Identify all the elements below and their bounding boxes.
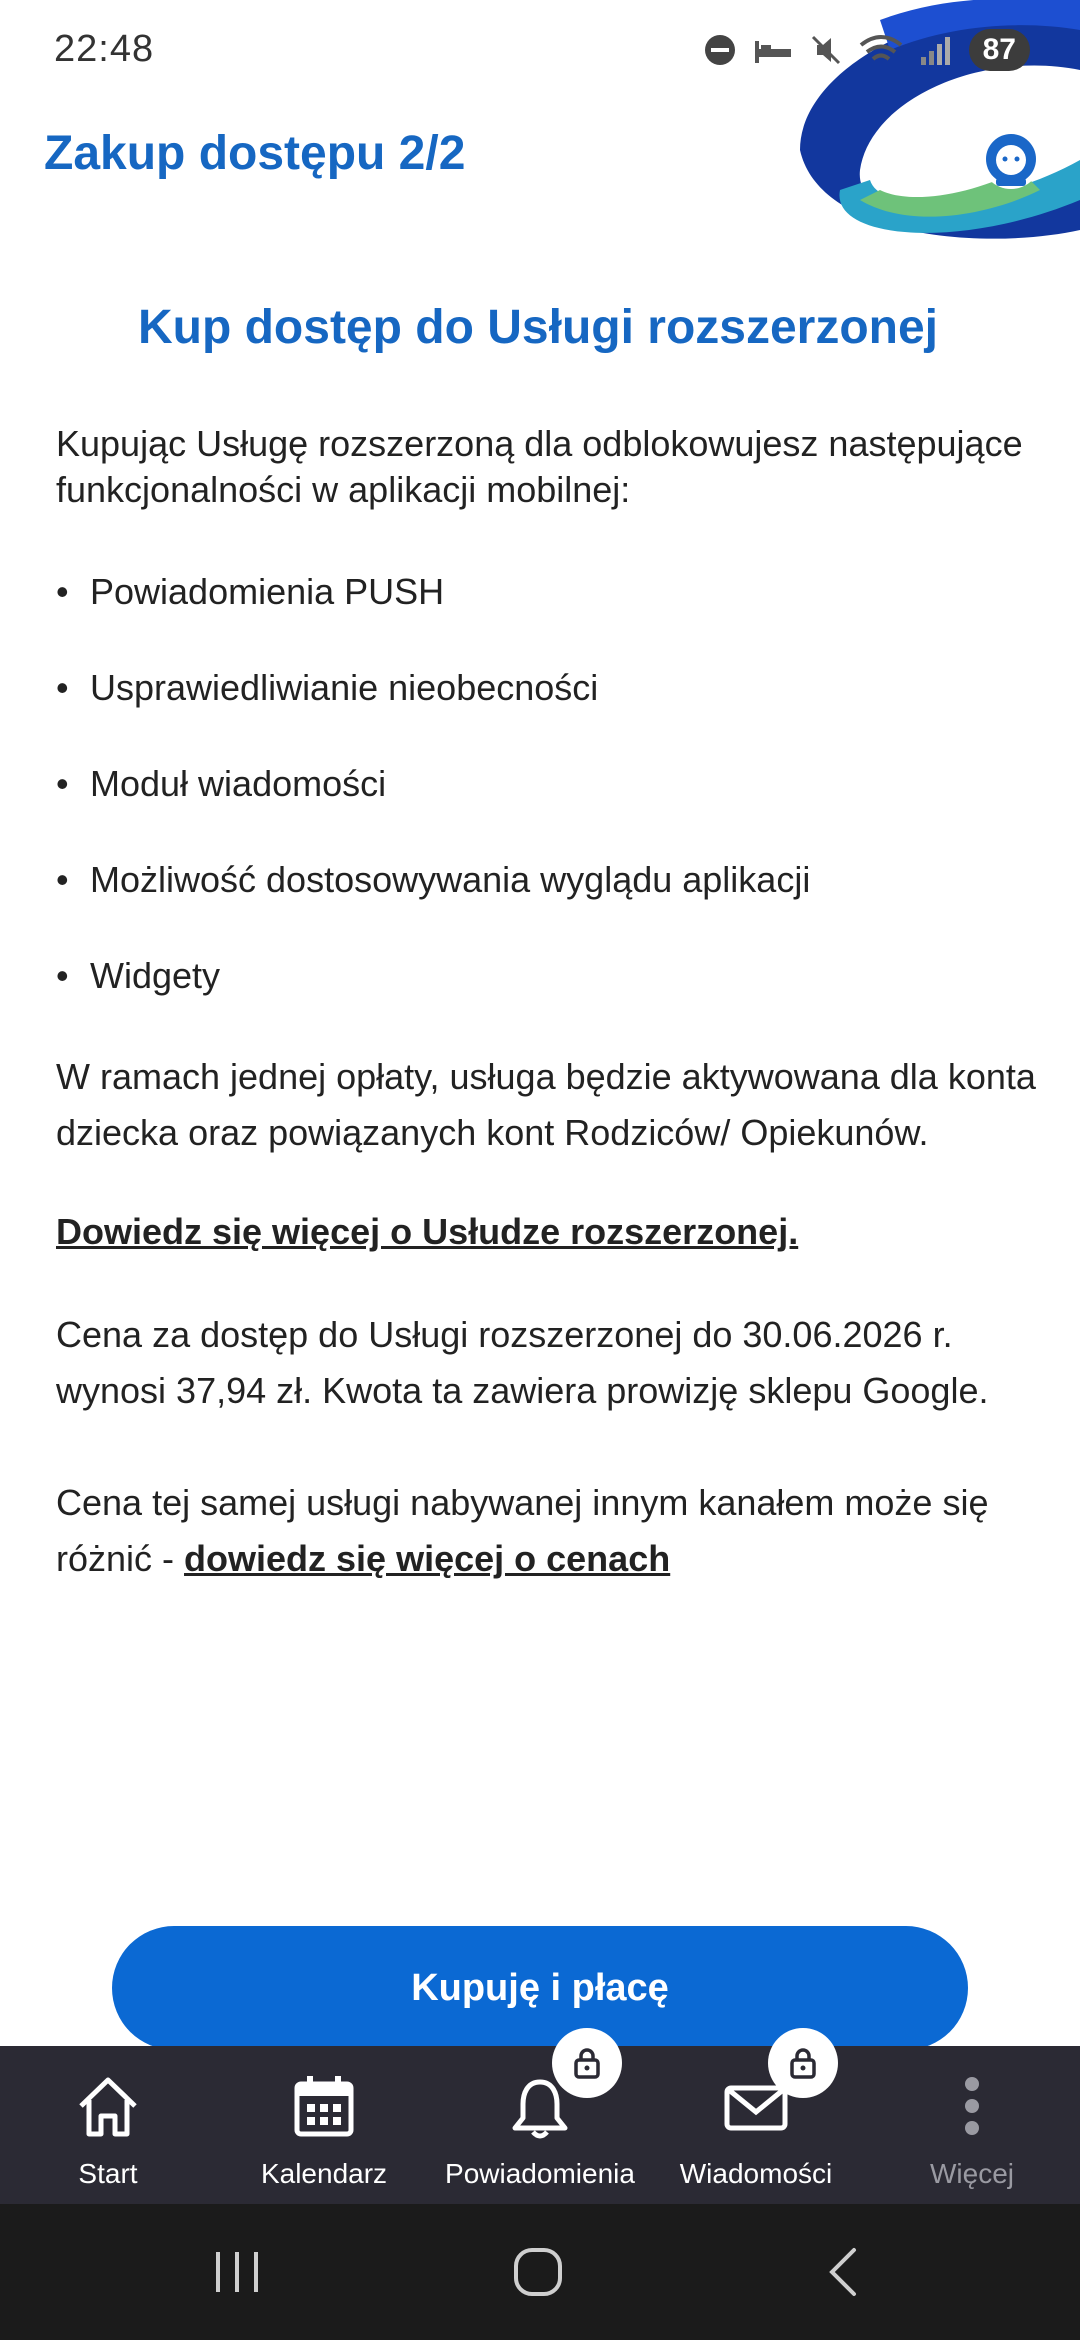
nav-item-calendar[interactable] [216,2046,432,2204]
bottom-navigation [0,2046,1080,2204]
list-item: • Widgety [56,953,1036,999]
learn-more-link[interactable]: Dowiedz się więcej o Usłudze rozszerzonej. [56,1211,799,1252]
lock-icon [786,2046,820,2080]
status-time: 22:48 [54,28,155,70]
nav-label: Start [78,2158,138,2189]
nav-label: Kalendarz [260,2158,388,2189]
price-note-text: Cena tej samej usługi nabywanej innym kanałem może się różnić - [56,1482,989,1579]
lock-badge [768,2028,838,2098]
list-item: • Powiadomienia PUSH [56,569,1036,615]
do-not-disturb-icon [703,33,737,67]
section-title: Kup dostęp do Usługi rozszerzonej [137,301,939,354]
home-button-icon[interactable] [510,2244,566,2300]
feature-label: Usprawiedliwianie nieobecności [90,667,599,708]
system-navigation-bar [0,2204,1080,2340]
status-icons [703,28,1030,72]
activation-info: W ramach jednej opłaty, usługa będzie aktywowana dla konta dziecka oraz powiązanych kont Rodziców/ Opiekunów. [56,1056,1036,1153]
nav-item-start[interactable] [0,2046,216,2204]
feature-label: Możliwość dostosowywania wyglądu aplikacji [90,859,811,900]
feature-label: Moduł wiadomości [90,763,387,804]
wifi-icon [859,33,903,67]
back-icon[interactable] [822,2244,862,2300]
calendar-icon [289,2072,359,2142]
feature-list [56,569,1036,999]
lock-icon [570,2046,604,2080]
price-info: Cena za dostęp do Usługi rozszerzonej do 30.06.2026 r. wynosi 37,94 zł. Kwota ta zawiera prowizję sklepu Google. [56,1314,989,1411]
page-title: Zakup dostępu 2/2 [44,127,466,180]
intro-text: Kupując Usługę rozszerzoną dla odblokowujesz następujące funkcjonalności w aplikacji mobilnej: [56,423,1023,510]
nav-item-more[interactable] [864,2046,1080,2204]
prices-link[interactable]: dowiedz się więcej o cenach [184,1538,671,1579]
battery-indicator: 87 [969,29,1030,71]
list-item: • Usprawiedliwianie nieobecności [56,665,1036,711]
mute-icon [809,33,843,67]
more-vertical-icon [937,2072,1007,2142]
recent-apps-icon[interactable] [212,2244,262,2300]
nav-label: Powiadomienia [445,2158,635,2189]
list-item: • Możliwość dostosowywania wyglądu aplikacji [56,857,1036,903]
feature-label: Powiadomienia PUSH [90,571,445,612]
price-note [56,1475,1036,1587]
list-item: • Moduł wiadomości [56,761,1036,807]
signal-icon [919,33,953,67]
buy-and-pay-button[interactable]: Kupuję i płacę [112,1926,968,2050]
nav-item-messages[interactable] [648,2046,864,2204]
sleep-icon [753,35,793,65]
avatar-icon[interactable] [976,124,1046,194]
lock-badge [552,2028,622,2098]
main-content [56,300,1036,1587]
nav-item-notifications[interactable] [432,2046,648,2204]
feature-label: Widgety [90,955,221,996]
nav-label: Wiadomości [679,2158,833,2189]
home-icon [73,2072,143,2142]
nav-label: Więcej [929,2158,1014,2189]
